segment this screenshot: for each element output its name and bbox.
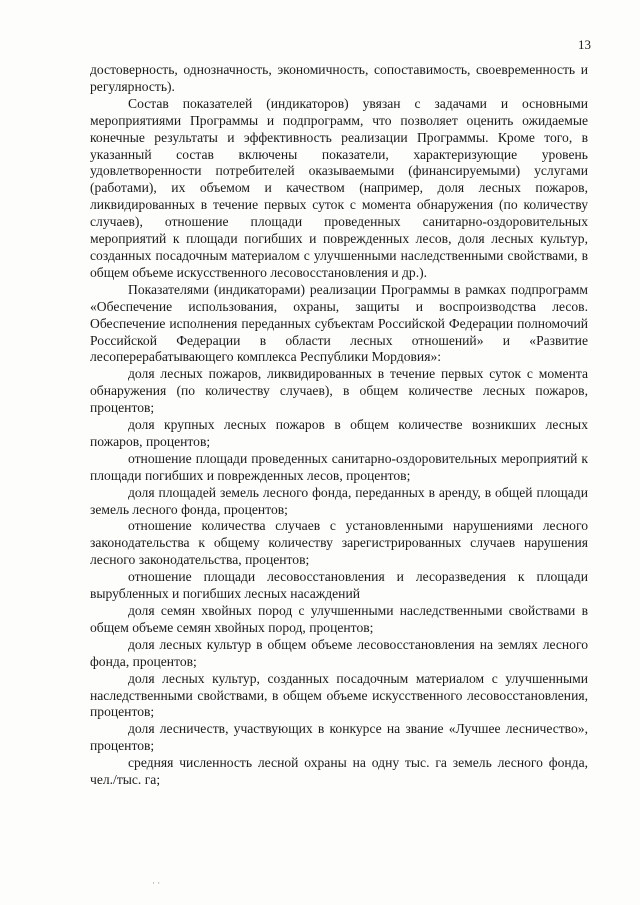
list-item: доля лесничеств, участвующих в конкурсе на звание «Лучшее лесничество», процентов; — [90, 721, 588, 754]
list-item: отношение площади лесовосстановления и лесоразведения к площади вырубленных и погибших лесных насаждений — [90, 569, 588, 602]
paragraph: достоверность, однозначность, экономичность, сопоставимость, своевременность и регулярность). — [90, 62, 588, 94]
paragraph: Показателями (индикаторами) реализации Программы в рамках подпрограмм «Обеспечение использования, охраны, защиты и воспроизводства лесов. Обеспечение исполнения переданных субъектам Российской Федерации полномочий Российской Федерации в области лесных отношений» и «Развитие лесоперерабатывающего комплекса Республики Мордовия»: — [90, 281, 588, 365]
list-item: доля семян хвойных пород с улучшенными наследственными свойствами в общем объеме семян хвойных пород, процентов; — [90, 603, 588, 635]
list-item: доля лесных культур в общем объеме лесовосстановления на землях лесного фонда, процентов; — [90, 636, 588, 669]
list-item: средняя численность лесной охраны на одну тыс. га земель лесного фонда, чел./тыс. га; — [90, 755, 588, 788]
list-item: доля лесных пожаров, ликвидированных в течение первых суток с момента обнаружения (по количеству случаев), в общем количестве лесных пожаров, процентов; — [90, 366, 588, 416]
document-body — [90, 62, 588, 789]
paragraph: Состав показателей (индикаторов) увязан с задачами и основными мероприятиями Программы и подпрограмм, что позволяет оценить ожидаемые конечные результаты и эффективность реализации Программы. Кроме того, в указанный состав включены показатели, характеризующие уровень удовлетворенности потребителей оказываемыми (финансируемыми) услугами (работами), их объемом и качеством (например, доля лесных пожаров, ликвидированных в течение первых суток с момента обнаружения (по количеству случаев), отношение площади проведенных санитарно-оздоровительных мероприятий к площади погибших и поврежденных лесов, доля лесных культур, созданных посадочным материалом с улучшенными наследственными свойствами, в общем объеме искусственного лесовосстановления и др.). — [90, 95, 588, 280]
list-item: отношение количества случаев с установленными нарушениями лесного законодательства к общему количеству зарегистрированных случаев нарушения лесного законодательства, процентов; — [90, 518, 588, 568]
list-item: доля площадей земель лесного фонда, переданных в аренду, в общей площади земель лесного фонда, процентов; — [90, 484, 588, 517]
page-number: 13 — [578, 37, 591, 52]
list-item: доля крупных лесных пожаров в общем количестве возникших лесных пожаров, процентов; — [90, 417, 588, 449]
scan-artifact: · · — [152, 878, 161, 888]
list-item: отношение площади проведенных санитарно-оздоровительных мероприятий к площади погибших и поврежденных лесов, процентов; — [90, 450, 588, 483]
list-item: доля лесных культур, созданных посадочным материалом с улучшенными наследственными свойствами, в общем объеме искусственного лесовосстановления, процентов; — [90, 670, 588, 720]
